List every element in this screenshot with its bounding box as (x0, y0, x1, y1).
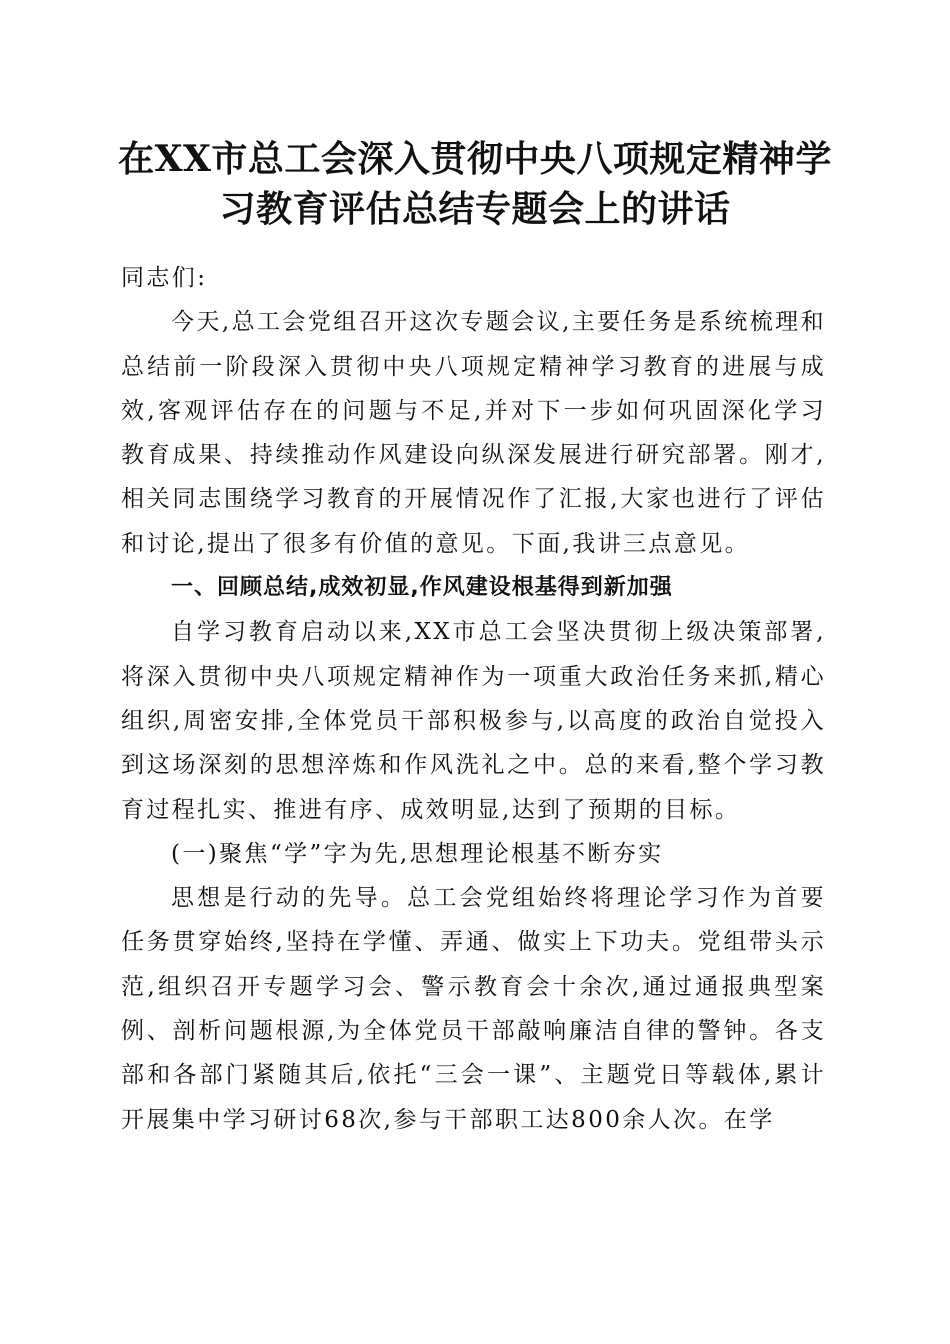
document-body (121, 256, 826, 1142)
subsection-heading-1-1: (一)聚焦“学”字为先,思想理论根基不断夯实 (171, 840, 664, 867)
document-title (110, 134, 840, 234)
section-heading-1: 一、回顾总结,成效初显,作风建设根基得到新加强 (171, 575, 673, 601)
paragraph-section-1: 自学习教育启动以来,XX市总工会坚决贯彻上级决策部署,将深入贯彻中央八项规定精神作为一项重大政治任务来抓,精心组织,周密安排,全体党员干部积极参与,以高度的政治自觉投入到这场深刻的思想淬炼和作风洗礼之中。总的来看,整个学习教育过程扎实、推进有序、成效明显,达到了预期的目标。 (121, 619, 826, 823)
paragraph-subsection-1-1: 思想是行动的先导。总工会党组始终将理论学习作为首要任务贯穿始终,坚持在学懂、弄通、做实上下功夫。党组带头示范,组织召开专题学习会、警示教育会十余次,通过通报典型案例、剖析问题根源,为全体党员干部敲响廉洁自律的警钟。各支部和各部门紧随其后,依托“三会一课”、主题党日等载体,累计开展集中学习研讨68次,参与干部职工达800余人次。在学 (121, 885, 826, 1133)
salutation: 同志们: (121, 265, 208, 291)
title-line-2: 习教育评估总结专题会上的讲话 (219, 188, 731, 230)
title-line-1: 在XX市总工会深入贯彻中央八项规定精神学 (118, 138, 832, 180)
paragraph-intro: 今天,总工会党组召开这次专题会议,主要任务是系统梳理和总结前一阶段深入贯彻中央八项规定精神学习教育的进展与成效,客观评估存在的问题与不足,并对下一步如何巩固深化学习教育成果、持续推动作风建设向纵深发展进行研究部署。刚才,相关同志围绕学习教育的开展情况作了汇报,大家也进行了评估和讨论,提出了很多有价值的意见。下面,我讲三点意见。 (121, 309, 826, 557)
